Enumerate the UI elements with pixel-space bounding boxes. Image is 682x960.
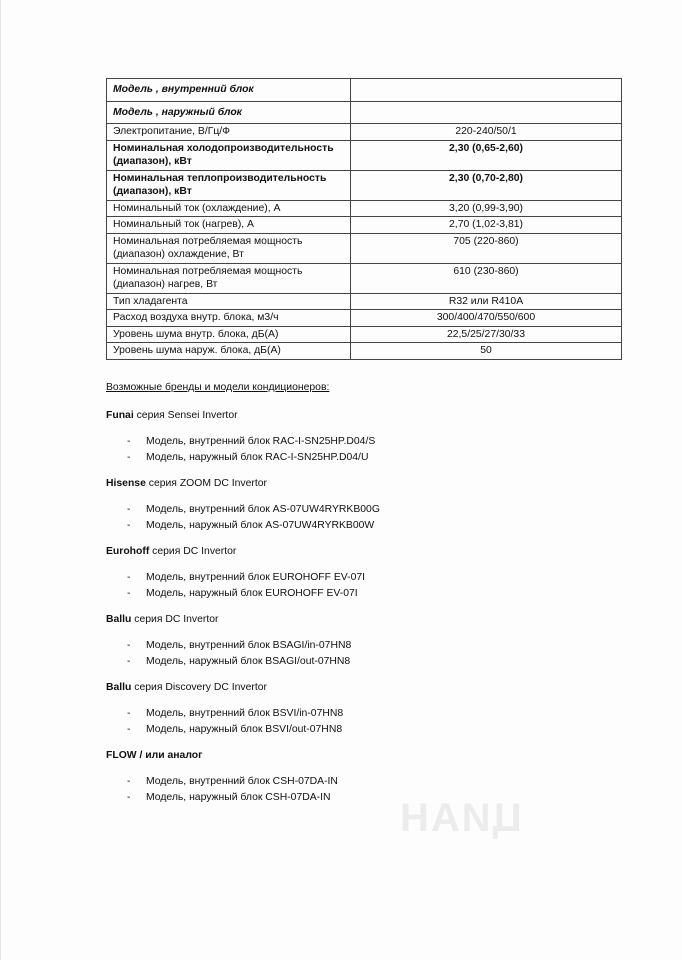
list-item <box>106 654 626 670</box>
spec-value: 22,5/25/27/30/33 <box>351 326 622 343</box>
model-list <box>106 774 626 806</box>
bullet-dash: - <box>127 436 131 447</box>
bullet-dash: - <box>127 724 131 735</box>
brand-name: Funai <box>106 410 134 421</box>
bullet-dash: - <box>127 708 131 719</box>
model-text: Модель, наружный блок EUROHOFF EV-07I <box>146 588 358 599</box>
spec-row <box>107 326 622 343</box>
brand-name: Ballu <box>106 614 132 625</box>
spec-row <box>107 293 622 310</box>
model-text: Модель, внутренний блок RAC-I-SN25HP.D04/S <box>146 436 376 447</box>
brand-heading <box>106 544 626 560</box>
bullet-dash: - <box>127 520 131 531</box>
brand-heading <box>106 680 626 696</box>
spec-value: 3,20 (0,99-3,90) <box>351 200 622 217</box>
list-item <box>106 450 626 466</box>
spec-value: 610 (230-860) <box>351 263 622 293</box>
brand-heading <box>106 408 626 424</box>
spec-row <box>107 79 622 102</box>
bullet-dash: - <box>127 640 131 651</box>
brand-block <box>106 544 626 602</box>
model-text: Модель, наружный блок CSH-07DA-IN <box>146 792 331 803</box>
brand-series: серия ZOOM DC Invertor <box>145 478 267 489</box>
bullet-dash: - <box>127 792 131 803</box>
model-text: Модель, внутренний блок EUROHOFF EV-07I <box>146 572 366 583</box>
spec-value: 220-240/50/1 <box>351 124 622 141</box>
spec-row <box>107 124 622 141</box>
list-item <box>106 570 626 586</box>
bullet-dash: - <box>127 572 131 583</box>
list-item <box>106 638 626 654</box>
spec-value: 705 (220-860) <box>351 233 622 263</box>
brands-section <box>106 380 626 816</box>
model-text: Модель, внутренний блок BSAGI/in-07HN8 <box>146 640 352 651</box>
brand-block <box>106 680 626 738</box>
list-item <box>106 502 626 518</box>
brand-block <box>106 612 626 670</box>
spec-row <box>107 263 622 293</box>
spec-value: 2,30 (0,70-2,80) <box>351 170 622 200</box>
spec-row <box>107 233 622 263</box>
brand-heading <box>106 612 626 628</box>
spec-row <box>107 343 622 360</box>
spec-label: Номинальная потребляемая мощность (диапазон) нагрев, Вт <box>107 263 351 293</box>
spec-label: Модель , внутренний блок <box>107 79 351 102</box>
model-text: Модель, внутренний блок CSH-07DA-IN <box>146 776 338 787</box>
bullet-dash: - <box>127 504 131 515</box>
spec-label: Модель , наружный блок <box>107 101 351 124</box>
watermark: ЦИАН <box>398 796 522 840</box>
spec-label: Уровень шума внутр. блока, дБ(А) <box>107 326 351 343</box>
brand-series: серия DC Invertor <box>149 546 237 557</box>
model-text: Модель, наружный блок AS-07UW4RYRKB00W <box>146 520 375 531</box>
brand-name: Ballu <box>106 682 132 693</box>
spec-value: 2,30 (0,65-2,60) <box>351 140 622 170</box>
bullet-dash: - <box>127 452 131 463</box>
bullet-dash: - <box>127 588 131 599</box>
brand-block <box>106 476 626 534</box>
model-text: Модель, наружный блок BSAGI/out-07HN8 <box>146 656 351 667</box>
list-item <box>106 586 626 602</box>
spec-value <box>351 79 622 102</box>
spec-label: Номинальная холодопроизводительность (диапазон), кВт <box>107 140 351 170</box>
spec-row <box>107 217 622 234</box>
spec-label: Номинальная теплопроизводительность (диапазон), кВт <box>107 170 351 200</box>
spec-row <box>107 310 622 327</box>
brand-name: Hisense <box>106 478 146 489</box>
model-text: Модель, внутренний блок AS-07UW4RYRKB00G <box>146 504 380 515</box>
bullet-dash: - <box>127 656 131 667</box>
spec-value: 50 <box>351 343 622 360</box>
spec-label: Тип хладагента <box>107 293 351 310</box>
list-item <box>106 774 626 790</box>
model-list <box>106 706 626 738</box>
spec-row <box>107 170 622 200</box>
brands-title: Возможные бренды и модели кондиционеров: <box>106 382 330 393</box>
spec-row <box>107 101 622 124</box>
list-item <box>106 434 626 450</box>
model-list <box>106 638 626 670</box>
brand-name: FLOW / или аналог <box>106 750 203 761</box>
brand-series: серия DC Invertor <box>131 614 219 625</box>
spec-label: Расход воздуха внутр. блока, м3/ч <box>107 310 351 327</box>
spec-value: 300/400/470/550/600 <box>351 310 622 327</box>
brand-heading <box>106 748 626 764</box>
spec-row <box>107 140 622 170</box>
model-text: Модель, наружный блок BSVI/out-07HN8 <box>146 724 343 735</box>
brand-name: Eurohoff <box>106 546 150 557</box>
spec-table <box>106 78 622 360</box>
brand-heading <box>106 476 626 492</box>
bullet-dash: - <box>127 776 131 787</box>
spec-value: R32 или R410A <box>351 293 622 310</box>
spec-label: Электропитание, В/Гц/Ф <box>107 124 351 141</box>
model-list <box>106 434 626 466</box>
spec-value: 2,70 (1,02-3,81) <box>351 217 622 234</box>
spec-label: Номинальный ток (охлаждение), А <box>107 200 351 217</box>
spec-label: Номинальная потребляемая мощность (диапазон) охлаждение, Вт <box>107 233 351 263</box>
list-item <box>106 722 626 738</box>
spec-value <box>351 101 622 124</box>
model-list <box>106 502 626 534</box>
spec-row <box>107 200 622 217</box>
model-list <box>106 570 626 602</box>
model-text: Модель, внутренний блок BSVI/in-07HN8 <box>146 708 344 719</box>
list-item <box>106 790 626 806</box>
page-edge <box>0 0 1 960</box>
model-text: Модель, наружный блок RAC-I-SN25HP.D04/U <box>146 452 369 463</box>
brand-series: серия Discovery DC Invertor <box>131 682 267 693</box>
brand-series: серия Sensei Invertor <box>133 410 238 421</box>
brand-block <box>106 748 626 806</box>
spec-label: Уровень шума наруж. блока, дБ(А) <box>107 343 351 360</box>
list-item <box>106 706 626 722</box>
brands-list <box>106 408 626 806</box>
brand-block <box>106 408 626 466</box>
list-item <box>106 518 626 534</box>
spec-label: Номинальный ток (нагрев), А <box>107 217 351 234</box>
